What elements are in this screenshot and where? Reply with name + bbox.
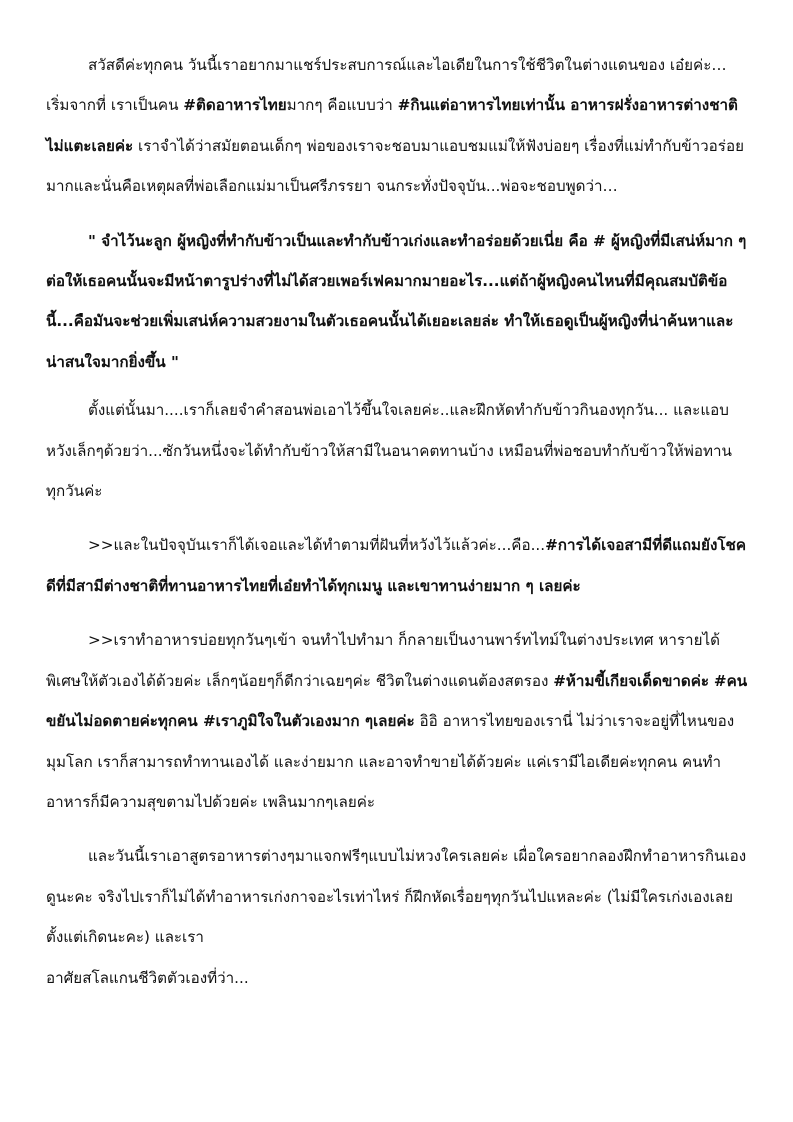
present-text-1: >>และในปัจจุบันเราก็ได้เจอและได้ทำตามที่ฝันที่หวังไว้แล้วค่ะ...คือ... [88, 536, 546, 555]
recipes-text-1: และวันนี้เราเอาสูตรอาหารต่างๆมาแจกฟรีๆแบบไม่หวงใครเลยค่ะ เผื่อใครอยากลองฝึกทำอาหารกินเองดูนะคะ จริงไปเราก็ไม่ได้ทำอาหารเก่งกาจอะไรเท่าไหร่ ก็ฝึกหัดเรื่อยๆทุกวันไปแหละค่ะ (ไม่มีใครเก่งเองเลยตั้งแต่เกิดนะคะ) และเรา [46, 847, 747, 947]
intro-text-2: มากๆ คือแบบว่า [286, 96, 398, 115]
parttime-text-3: อิอิ อาหารไทยของเรานี่ ไม่ว่าเราจะอยู่ที่ไหนของมุมโลก เราก็สามารถทำทานเองได้ และง่ายมาก และอาจทำขายได้ด้วยค่ะ แค่เรามีไอเดียค่ะทุกคน คนทำอาหารก็มีความสุขตามไปด้วยค่ะ เพลินมากๆเลยค่ะ [46, 712, 735, 811]
intro-hashtag-only-thai-food: #กินแต่อาหารไทยเท่านั้น อาหารฝรั่งอาหารต่างชาติไม่แตะเลยค่ะ [46, 96, 738, 155]
paragraph-free-recipes [46, 836, 749, 998]
parttime-hashtag-hardworking: #คนขยันไม่อดตายค่ะทุกคน #เราภูมิใจในตัวเองมาก ๆเลยค่ะ [46, 671, 748, 731]
paragraph-since-then: ตั้งแต่นั้นมา....เราก็เลยจำคำสอนพ่อเอาไว้ขึ้นใจเลยค่ะ..และฝึกหัดทำกับข้าวกินองทุกวัน... และแอบหวังเล็กๆด้วยว่า...ซักวันหนึ่งจะได้ทำกับข้าวให้สามีในอนาคตทานบ้าง เหมือนที่พ่อชอบทำกับข้าวให้พ่อทานทุกวันค่ะ [46, 401, 732, 501]
paragraph-present-day [46, 525, 749, 606]
paragraph-father-quote: " จำไว้นะลูก ผู้หญิงที่ทำกับข้าวเป็นและทำกับข้าวเก่งและทำอร่อยด้วยเนี่ย คือ # ผู้หญิงที่มีเสน่ห์มาก ๆ ต่อให้เธอคนนั้นจะมีหน้าตารูปร่างที่ไม่ได้สวยเพอร์เฟคมากมายอะไร...แต่ถ้าผู้หญิงคนไหนที่มีคุณสมบัติข้อนี้...คือมันจะช่วยเพิ่มเสน่ห์ความสวยงามในตัวเธอคนนั้นได้เยอะเลยล่ะ ทำให้เธอดูเป็นผู้หญิงที่น่าค้นหาและน่าสนใจมากยิ่งขึ้น " [46, 231, 747, 371]
document-page [46, 45, 749, 998]
recipes-text-2: อาศัยสโลแกนชีวิตตัวเองที่ว่า... [46, 968, 249, 987]
intro-text-3: เราจำได้ว่าสมัยตอนเด็กๆ พ่อของเราจะชอบมาแอบชมแม่ให้ฟังบ่อยๆ เรื่องที่แม่ทำกับข้าวอร่อยมากและนั่นคือเหตุผลที่พ่อเลือกแม่มาเป็นศรีภรรยา จนกระทั่งปัจจุบัน...พ่อจะชอบพูดว่า… [46, 136, 744, 196]
parttime-text-1: >>เราทำอาหารบ่อยทุกวันๆเข้า จนทำไปทำมา ก็กลายเป็นงานพาร์ทไทม์ในต่างประเทศ หารายได้พิเศษให้ตัวเองได้ด้วยค่ะ เล็กๆน้อยๆก็ดีกว่าเฉยๆค่ะ ชีวิตในต่างแดนต้องสตรอง [46, 631, 720, 690]
intro-text-1: สวัสดีค่ะทุกคน วันนี้เราอยากมาแชร์ประสบการณ์และไอเดียในการใช้ชีวิตในต่างแดนของ เอ๋ยค่ะ…เริ่มจากที่ เราเป็นคน [46, 56, 727, 115]
paragraph-part-time [46, 620, 749, 822]
intro-hashtag-thai-food: #ติดอาหารไทย [183, 96, 287, 115]
parttime-hashtag-no-lazy: #ห้ามขี้เกียจเด็ดขาดค่ะ [553, 671, 710, 690]
present-hashtag-good-husband: #การได้เจอสามีที่ดีแถมยังโชคดีที่มีสามีต่างชาติที่ทานอาหารไทยที่เอ๋ยทำได้ทุกเมนู และเขาทานง่ายมาก ๆ เลยค่ะ [46, 536, 747, 595]
paragraph-intro [46, 45, 749, 207]
